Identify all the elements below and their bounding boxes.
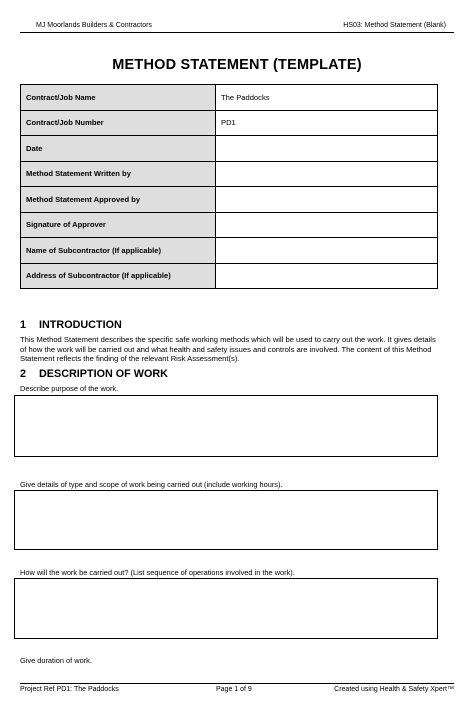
document-code: HS03: Method Statement (Blank) <box>343 22 446 29</box>
created-with: Created using Health & Safety Xpert™ <box>334 686 454 693</box>
sequence-prompt: How will the work be carried out? (List sequence of operations involved in the work). <box>20 568 295 577</box>
duration-prompt: Give duration of work. <box>20 656 92 665</box>
field-value[interactable]: PD1 <box>216 110 438 136</box>
section-number: 1 <box>20 319 27 331</box>
sequence-input-box[interactable] <box>14 578 438 639</box>
page-footer <box>20 683 454 693</box>
table-row <box>21 110 438 136</box>
section-number: 2 <box>20 368 27 380</box>
field-value[interactable] <box>216 212 438 238</box>
table-row <box>21 263 438 289</box>
purpose-input-box[interactable] <box>14 395 438 457</box>
table-row <box>21 161 438 187</box>
table-row <box>21 85 438 111</box>
field-value[interactable] <box>216 187 438 213</box>
page-header <box>20 20 454 33</box>
field-label: Signature of Approver <box>21 212 216 238</box>
section-heading-introduction <box>20 319 122 331</box>
section-heading-description <box>20 368 168 380</box>
field-label: Address of Subcontractor (If applicable) <box>21 263 216 289</box>
field-value[interactable] <box>216 136 438 162</box>
table-row <box>21 187 438 213</box>
section-title: DESCRIPTION OF WORK <box>39 368 168 380</box>
table-row <box>21 136 438 162</box>
field-value[interactable] <box>216 161 438 187</box>
scope-input-box[interactable] <box>14 490 438 550</box>
table-row <box>21 212 438 238</box>
field-label: Contract/Job Name <box>21 85 216 111</box>
page-number: Page 1 of 9 <box>216 686 252 693</box>
field-label: Method Statement Approved by <box>21 187 216 213</box>
project-reference: Project Ref PD1: The Paddocks <box>20 686 119 693</box>
field-label: Name of Subcontractor (If applicable) <box>21 238 216 264</box>
field-value[interactable] <box>216 238 438 264</box>
table-row <box>21 238 438 264</box>
company-name: MJ Moorlands Builders & Contractors <box>36 22 152 29</box>
section-title: INTRODUCTION <box>39 319 122 331</box>
introduction-text: This Method Statement describes the specific safe working methods which will be used to carry out the work. It gives details of how the work will be carried out and what health and safety issues and controls are involved. The content of this Method Statement reflects the finding of the relevant Risk Assessment(s). <box>20 335 436 364</box>
purpose-prompt: Describe purpose of the work. <box>20 384 119 393</box>
field-label: Date <box>21 136 216 162</box>
field-value[interactable] <box>216 263 438 289</box>
field-label: Contract/Job Number <box>21 110 216 136</box>
page-title: METHOD STATEMENT (TEMPLATE) <box>112 57 362 73</box>
field-value[interactable]: The Paddocks <box>216 85 438 111</box>
scope-prompt: Give details of type and scope of work being carried out (include working hours). <box>20 480 283 489</box>
field-label: Method Statement Written by <box>21 161 216 187</box>
contract-info-table <box>20 84 438 289</box>
